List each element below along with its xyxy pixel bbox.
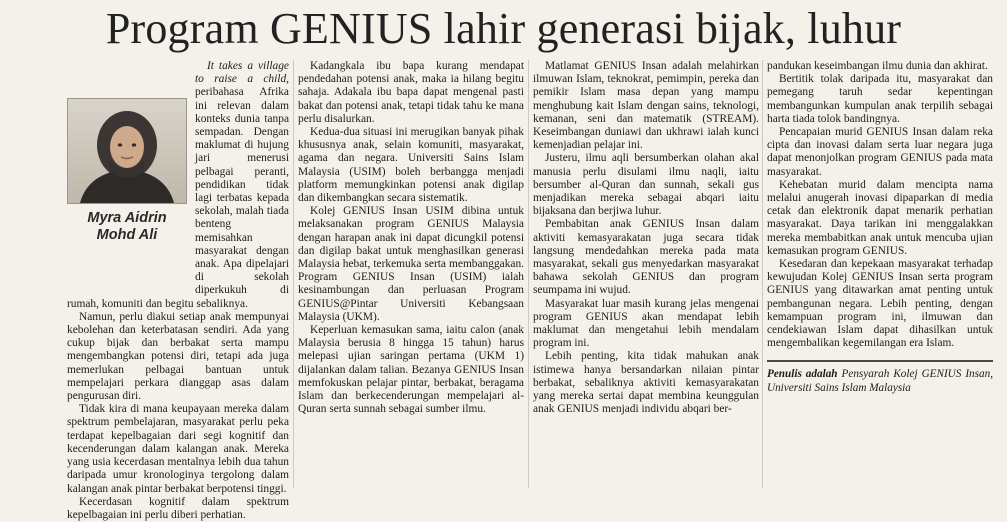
paragraph: Kecerdasan kognitif dalam spektrum kepelbagaian ini perlu diberi perhatian.: [67, 495, 289, 521]
footnote-text: Pensyarah Kolej GENIUS Insan, Universiti Sains Islam Malaysia: [767, 368, 993, 394]
article-column-2: [298, 60, 524, 488]
column-divider: [762, 60, 763, 488]
paragraph: Pencapaian murid GENIUS Insan dalam reka cipta dan inovasi dalam serta luar negara juga dapat menonjolkan program GENIUS pada mata masyarakat.: [767, 126, 993, 178]
article-column-4: [767, 60, 993, 488]
paragraph: Kolej GENIUS Insan USIM dibina untuk melaksanakan program GENIUS Malaysia dengan harapan anak ini dapat dicungkil potensi dan digilap bakat untuk menghasilkan generasi Malaysia hebat, terkemuka serta membanggakan. Program GENIUS Insan (USIM) ialah kesinambungan dan perluasan Program GENIUS@Pintar Universiti Kebangsaan Malaysia (UKM).: [298, 205, 524, 323]
paragraph: Kesedaran dan kepekaan masyarakat terhadap kewujudan Kolej GENIUS Insan serta program GENIUS yang ditawarkan amat penting untuk pembangunan negara. Lebih penting, dengan kemampuan program ini, ilmuwan dan cendekiawan Islam dapat dihasilkan untuk mengembalikan kegemilangan era Islam.: [767, 258, 993, 350]
paragraph: Lebih penting, kita tidak mahukan anak istimewa hanya bersandarkan nilaian pintar berbakat, sebaliknya aktiviti kemasyarakatan yang mereka sertai dapat membina keunggulan anak GENIUS menjadi individu abqari ber-: [533, 350, 759, 416]
author-portrait-icon: [68, 99, 186, 203]
paragraph: Kedua-dua situasi ini merugikan banyak pihak khususnya anak, selain komuniti, masyarakat, agama dan negara. Universiti Sains Islam Malaysia (USIM) boleh berbangga menjadi platform memungkinkan potensi anak digilap dan dikembangkan secara sistematik.: [298, 126, 524, 205]
paragraph: Masyarakat luar masih kurang jelas mengenai program GENIUS akan mendapat lebih maklumat dan mengetahui lebih mendalam program ini.: [533, 297, 759, 350]
paragraph-text: peribahasa Afrika ini relevan dalam konteks dunia tanpa sempadan. Dengan maklumat di hujung jari menerusi pelbagai peranti, pendidikan tidak lagi terbatas kepada sekolah, malah tiada benteng memisahkan masyarakat dengan anak. Apa dipelajari di sekolah diperkukuh di rumah, komuniti dan begitu sebaliknya.: [67, 86, 289, 310]
headline: Program GENIUS lahir generasi bijak, luhur: [105, 4, 902, 53]
paragraph: Namun, perlu diakui setiap anak mempunyai kebolehan dan keterbatasan sendiri. Ada yang cukup bijak dan berbakat serta mampu mengembangkan potensi diri, tetapi ada juga memerlukan pelbagai bantuan untuk mempelajari perkara dianggap asas dalam pengurusan diri.: [67, 310, 289, 403]
paragraph: pandukan keseimbangan ilmu dunia dan akhirat.: [767, 60, 988, 72]
author-footnote: [767, 368, 993, 394]
paragraph: Matlamat GENIUS Insan adalah melahirkan ilmuwan Islam, teknokrat, pemimpin, pereka dan pemikir Islam masa depan yang mampu menghubung kait Islam dengan sains, teknologi, kemanan, seni dan matematik (STREAM). Keseimbangan duniawi dan ukhrawi ialah kunci kemenjadian pelajar ini.: [533, 60, 759, 152]
footer-rule: [767, 360, 993, 362]
author-box: [67, 62, 187, 287]
author-photo: [67, 98, 187, 204]
paragraph: Justeru, ilmu aqli bersumberkan olahan akal manusia perlu disulami ilmu naqli, iaitu bersumber al-Quran dan sunnah, sekali gus menjadikan mereka sebagai abqari iaitu bijaksana dan berjiwa luhur.: [533, 152, 759, 218]
footnote-label: Penulis adalah: [767, 368, 838, 381]
article-column-3: [533, 60, 759, 488]
author-name-line1: Myra Aidrin: [87, 210, 167, 226]
lead-quote: It takes a village to raise a child,: [195, 60, 289, 86]
article-column-1: [67, 60, 289, 521]
paragraph: Keperluan kemasukan sama, iaitu calon (anak Malaysia berusia 8 hingga 15 tahun) harus melepasi ujian saringan pertama (UKM 1) dijalankan dalam talian. Bezanya GENIUS Insan memfokuskan pelajar pintar, berbakat, beragama Islam dan berkecenderungan mempelajari al-Quran serta sunnah sebagai sumber ilmu.: [298, 324, 524, 416]
column-divider: [528, 60, 529, 488]
column-divider: [293, 60, 294, 488]
paragraph: Pembabitan anak GENIUS Insan dalam aktiviti kemasyarakatan juga secara tidak langsung mendedahkan mereka pada mata masyarakat, sekali gus menyedarkan masyarakat bahawa sekolah GENIUS dan program seumpama ini wujud.: [533, 218, 759, 297]
paragraph: Kehebatan murid dalam mencipta nama melalui anugerah inovasi dipaparkan di media cetak dan elektronik dapat menarik perhatian masyarakat. Daya tarikan ini menggalakkan mereka membabitkan anak untuk mencuba ujian kemasukan program GENIUS.: [767, 178, 993, 257]
author-name: [67, 210, 187, 244]
paragraph: Kadangkala ibu bapa kurang mendapat pendedahan potensi anak, maka ia hilang begitu sahaja. Adakala ibu bapa dapat mengenal pasti bakat dan potensi anak, tetapi tidak tahu ke mana perlu disalurkan.: [298, 60, 524, 125]
author-name-line2: Mohd Ali: [96, 227, 158, 243]
paragraph: Bertitik tolak daripada itu, masyarakat dan pemegang taruh sedar kepentingan membangunkan kumpulan anak terpilih sebagai harta tiada tolok bandingnya.: [767, 73, 993, 125]
paragraph: Tidak kira di mana keupayaan mereka dalam spektrum pembelajaran, masyarakat perlu peka terdapat kepelbagaian dari segi kognitif dan kecenderungan dalam kalangan anak. Mereka yang usia kecerdasan mentalnya lebih dua tahun daripada umur kronologinya tergolong dalam kalangan anak pintar berbakat berpotensi tinggi.: [67, 403, 289, 495]
